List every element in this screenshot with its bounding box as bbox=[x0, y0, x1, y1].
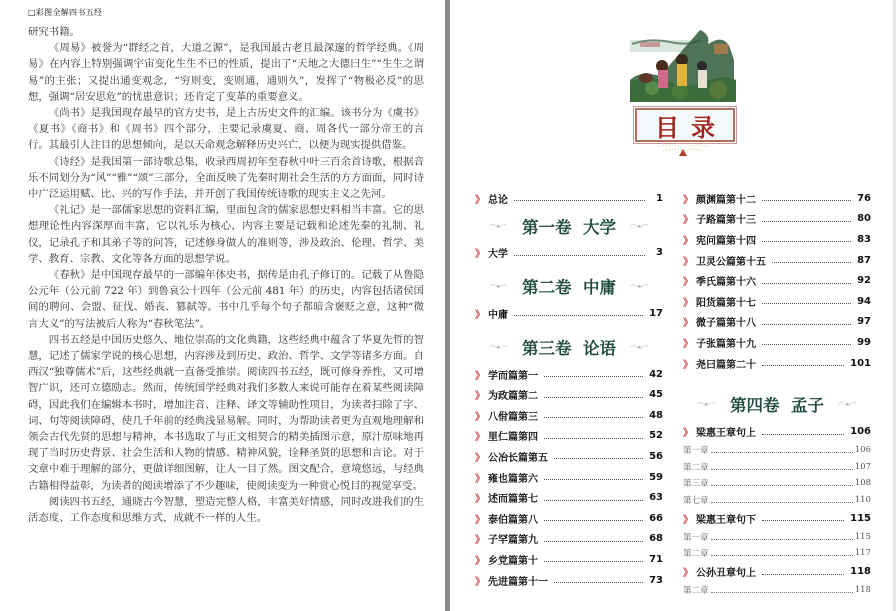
dot-leader bbox=[711, 538, 853, 540]
scroll-ornament-icon bbox=[489, 343, 508, 351]
chapter-label: 第二章 bbox=[683, 586, 709, 597]
toc-section[interactable] bbox=[683, 508, 871, 529]
chevron-right-icon: 》 bbox=[475, 411, 485, 423]
toc-page-number: 87 bbox=[857, 254, 871, 266]
chevron-right-icon: 》 bbox=[683, 235, 693, 247]
toc-entry-label: 子罕篇第九 bbox=[488, 535, 538, 547]
toc-page-number: 52 bbox=[649, 430, 663, 442]
toc-page-number: 73 bbox=[649, 574, 663, 586]
toc-page-number: 66 bbox=[649, 512, 663, 524]
toc-entry-label: 泰伯篇第八 bbox=[488, 514, 538, 526]
dot-leader bbox=[711, 451, 853, 453]
scroll-ornament-icon bbox=[697, 400, 716, 408]
running-head: □彩图全解四书五经 bbox=[28, 8, 103, 17]
toc-entry-label: 里仁篇第四 bbox=[488, 432, 538, 444]
chapter-page: 117 bbox=[854, 548, 871, 559]
scroll-ornament-icon bbox=[838, 400, 857, 408]
chevron-right-icon: 》 bbox=[683, 256, 693, 268]
toc-title-box bbox=[635, 108, 735, 142]
dot-leader bbox=[711, 484, 853, 486]
toc-entry-label: 为政篇第二 bbox=[488, 391, 538, 403]
toc-page-number: 48 bbox=[649, 409, 663, 421]
toc-page-number: 17 bbox=[649, 307, 663, 319]
chapter-label: 第三章 bbox=[683, 479, 709, 490]
toc-entry[interactable] bbox=[475, 426, 663, 447]
dot-leader bbox=[762, 519, 844, 521]
toc-entry-label: 学而篇第一 bbox=[488, 370, 538, 382]
toc-entry[interactable] bbox=[475, 364, 663, 385]
paragraph: 《周易》被誉为“群经之首，大道之源”，是我国最古老且最深邃的哲学经典。《周易》在内容上特别强调宇宙变化生生不已的性质，提出了“天地之大德曰生”“生生之谓易”的主张；又提出通变观念，“穷则变，变则通，通则久”，发挥了“物极必反”的思想，强调“居安思危”的忧患意识；还肯定了变革的重要意义。 bbox=[28, 42, 424, 103]
toc-column-right bbox=[683, 188, 871, 599]
chevron-right-icon: 》 bbox=[683, 428, 693, 440]
toc-entry[interactable] bbox=[683, 188, 871, 209]
chevron-right-icon: 》 bbox=[475, 432, 485, 444]
toc-entry[interactable] bbox=[475, 243, 663, 264]
toc-chapter[interactable] bbox=[683, 529, 871, 546]
toc-page-number: 106 bbox=[850, 426, 871, 438]
toc-entry-label: 八佾篇第三 bbox=[488, 411, 538, 423]
toc-chapter[interactable] bbox=[683, 582, 871, 599]
chapter-page: 108 bbox=[854, 478, 871, 489]
dot-leader bbox=[711, 468, 853, 470]
chevron-right-icon: 》 bbox=[683, 297, 693, 309]
volume-title: 第二卷 中庸 bbox=[522, 278, 616, 298]
dot-leader bbox=[544, 540, 643, 542]
toc-entry[interactable] bbox=[475, 508, 663, 529]
volume-title: 第三卷 论语 bbox=[522, 338, 616, 358]
chevron-right-icon: 》 bbox=[475, 309, 485, 321]
dot-leader bbox=[544, 416, 643, 418]
toc-entry[interactable] bbox=[475, 529, 663, 550]
chevron-right-icon: 》 bbox=[475, 473, 485, 485]
scroll-ornament-icon bbox=[489, 222, 508, 230]
toc-entry[interactable] bbox=[475, 405, 663, 426]
chapter-page: 115 bbox=[854, 531, 871, 542]
toc-page-number: 56 bbox=[649, 450, 663, 462]
toc-page-number: 45 bbox=[649, 389, 663, 401]
toc-chapter[interactable] bbox=[683, 442, 871, 459]
toc-entry[interactable] bbox=[683, 291, 871, 312]
dot-leader bbox=[762, 282, 851, 284]
chevron-right-icon: 》 bbox=[475, 370, 485, 382]
scroll-ornament-icon bbox=[630, 222, 649, 230]
toc-title: 目录 bbox=[655, 113, 727, 142]
dot-leader bbox=[514, 199, 645, 201]
chevron-right-icon: 》 bbox=[475, 494, 485, 506]
chapter-page: 118 bbox=[854, 585, 871, 596]
dot-leader bbox=[711, 554, 853, 556]
toc-page-number: 94 bbox=[857, 295, 871, 307]
toc-entry[interactable] bbox=[683, 209, 871, 230]
toc-page-number: 115 bbox=[850, 512, 871, 524]
dot-leader bbox=[544, 519, 643, 521]
chevron-right-icon: 》 bbox=[475, 391, 485, 403]
dot-leader bbox=[762, 573, 844, 575]
toc-entry[interactable] bbox=[683, 332, 871, 353]
dot-leader bbox=[544, 375, 643, 377]
toc-entry-label: 雍也篇第六 bbox=[488, 473, 538, 485]
toc-page-number: 1 bbox=[656, 192, 663, 204]
chevron-right-icon: 》 bbox=[683, 194, 693, 206]
volume-title: 第四卷 孟子 bbox=[730, 396, 824, 416]
chevron-right-icon: 》 bbox=[683, 215, 693, 227]
chevron-right-icon: 》 bbox=[475, 249, 485, 261]
chapter-page: 106 bbox=[854, 445, 871, 456]
dot-leader bbox=[762, 302, 851, 304]
toc-page-number: 99 bbox=[857, 336, 871, 348]
chapter-label: 第七章 bbox=[683, 495, 709, 506]
chevron-right-icon: 》 bbox=[683, 514, 693, 526]
toc-entry[interactable] bbox=[475, 487, 663, 508]
toc-entry[interactable] bbox=[475, 549, 663, 570]
toc-chapter[interactable] bbox=[683, 491, 871, 508]
toc-entry-label: 微子篇第十八 bbox=[696, 318, 756, 330]
toc-entry-label: 子路篇第十三 bbox=[696, 215, 756, 227]
dot-leader bbox=[762, 343, 851, 345]
toc-page-number: 42 bbox=[649, 368, 663, 380]
dot-leader bbox=[544, 396, 643, 398]
toc-chapter[interactable] bbox=[683, 545, 871, 562]
toc-entry-label: 颜渊篇第十二 bbox=[696, 194, 756, 206]
scroll-ornament-icon bbox=[630, 343, 649, 351]
toc-entry[interactable] bbox=[683, 312, 871, 333]
dot-leader bbox=[762, 433, 844, 435]
toc-entry[interactable] bbox=[475, 446, 663, 467]
scroll-ornament-icon bbox=[489, 282, 508, 290]
chevron-right-icon: 》 bbox=[683, 318, 693, 330]
dot-leader bbox=[554, 457, 643, 459]
toc-entry[interactable] bbox=[475, 570, 663, 591]
paragraph: 《诗经》是我国第一部诗歌总集，收录西周初年至春秋中叶三百余首诗歌，根据音乐不同划分为“风”“雅”“颂”三部分，全面反映了先秦时期社会生活的方方面面，同时诗中广泛运用赋、比、兴的写作手法，并开创了我国传统诗歌的现实主义之先河。 bbox=[28, 155, 424, 201]
paragraph: 《礼记》是一部儒家思想的资料汇编，里面包含的儒家思想史料相当丰富。它的思想理论性内容深厚而丰富，它以礼乐为核心，内容主要是记载和论述先秦的礼制、礼仪，记录孔子和其弟子等的问答，记述修身做人的准则等，涉及政治、伦理、哲学、美学、教育、宗教、文化等各方面的思想学说。 bbox=[28, 204, 424, 265]
chevron-right-icon: 》 bbox=[683, 568, 693, 580]
toc-page-number: 92 bbox=[857, 275, 871, 287]
dot-leader bbox=[544, 437, 643, 439]
dot-leader bbox=[772, 261, 851, 263]
toc-page-number: 3 bbox=[656, 247, 663, 259]
illustration-figures-landscape bbox=[630, 30, 736, 102]
body-text bbox=[28, 24, 424, 526]
toc-entry-label: 公冶长篇第五 bbox=[488, 452, 548, 464]
dot-leader bbox=[711, 591, 853, 593]
chapter-label: 第一章 bbox=[683, 532, 709, 543]
toc-page-number: 101 bbox=[850, 357, 871, 369]
chapter-label: 第二章 bbox=[683, 462, 709, 473]
dot-leader bbox=[762, 323, 851, 325]
paragraph: 阅读四书五经，通晓古今智慧，塑造完整人格，丰富美好情感，同时改进我们的生活态度、工作态度和思维方式，成就不一样的人生。 bbox=[28, 495, 424, 525]
toc-entry-label: 先进篇第十一 bbox=[488, 576, 548, 588]
toc-chapter[interactable] bbox=[683, 458, 871, 475]
dot-leader bbox=[554, 581, 643, 583]
toc-entry[interactable] bbox=[475, 467, 663, 488]
toc-entry-label: 公孙丑章句上 bbox=[696, 568, 756, 580]
toc-entry[interactable] bbox=[475, 384, 663, 405]
scroll-ornament-icon bbox=[630, 282, 649, 290]
chevron-right-icon: 》 bbox=[475, 535, 485, 547]
volume-heading-4 bbox=[683, 387, 871, 421]
toc-column-left bbox=[475, 188, 663, 590]
volume-heading-1 bbox=[475, 209, 663, 243]
toc-entry-label: 乡党篇第十 bbox=[488, 555, 538, 567]
chevron-right-icon: 》 bbox=[475, 194, 485, 206]
paragraph: 《春秋》是中国现存最早的一部编年体史书，据传是由孔子修订的。记载了从鲁隐公元年（公元前 722 年）到鲁哀公十四年（公元前 481 年）的历史，内容包括诸侯国间的聘问、会盟、征伐、婚丧、篡弑等。书中几乎每个句子都暗含褒贬之意，这种“微言大义”的写法被后人称为“春秋笔法”。 bbox=[28, 269, 424, 330]
toc-entry-label: 大学 bbox=[488, 249, 508, 261]
paragraph: 研究书籍。 bbox=[28, 26, 80, 38]
toc-entry[interactable] bbox=[683, 270, 871, 291]
floral-ornament-icon bbox=[655, 143, 711, 157]
toc-chapter[interactable] bbox=[683, 475, 871, 492]
toc-entry-label: 季氏篇第十六 bbox=[696, 277, 756, 289]
volume-title: 第一卷 大学 bbox=[522, 217, 616, 237]
toc-page-number: 71 bbox=[649, 553, 663, 565]
toc-entry-label: 梁惠王章句上 bbox=[696, 428, 756, 440]
dot-leader bbox=[762, 220, 851, 222]
chapter-label: 第一章 bbox=[683, 446, 709, 457]
dot-leader bbox=[544, 499, 643, 501]
toc-page-number: 83 bbox=[857, 233, 871, 245]
dot-leader bbox=[762, 364, 844, 366]
chevron-right-icon: 》 bbox=[475, 555, 485, 567]
toc-entry-label: 卫灵公篇第十五 bbox=[696, 256, 766, 268]
dot-leader bbox=[762, 199, 851, 201]
paragraph: 《尚书》是我国现存最早的官方史书，是上古历史文件的汇编。该书分为《虞书》《夏书》《商书》和《周书》四个部分，主要记录虞夏、商、周各代一部分帝王的言行。其最引人注目的思想倾向，是以天命观念解释历史兴亡，以便为现实提供借鉴。 bbox=[28, 107, 424, 152]
chapter-page: 110 bbox=[854, 494, 871, 505]
chevron-right-icon: 》 bbox=[683, 277, 693, 289]
toc-entry[interactable] bbox=[683, 353, 871, 374]
volume-heading-2 bbox=[475, 269, 663, 303]
toc-page-number: 68 bbox=[649, 533, 663, 545]
chevron-right-icon: 》 bbox=[475, 576, 485, 588]
toc-page-number: 63 bbox=[649, 492, 663, 504]
dot-leader bbox=[514, 314, 643, 316]
toc-entry-label: 梁惠王章句下 bbox=[696, 514, 756, 526]
toc-entry-label: 总论 bbox=[488, 194, 508, 206]
volume-heading-3 bbox=[475, 330, 663, 364]
toc-page-number: 80 bbox=[857, 213, 871, 225]
dot-leader bbox=[514, 254, 645, 256]
chevron-right-icon: 》 bbox=[683, 338, 693, 350]
dot-leader bbox=[544, 478, 643, 480]
toc-page-number: 97 bbox=[857, 316, 871, 328]
toc-entry[interactable] bbox=[475, 303, 663, 324]
toc-page-number: 118 bbox=[850, 566, 871, 578]
toc-entry-label: 述而篇第七 bbox=[488, 494, 538, 506]
chevron-right-icon: 》 bbox=[475, 514, 485, 526]
paragraph: 四书五经是中国历史悠久、地位崇高的文化典籍，这些经典中蕴含了华夏先哲的智慧，记述了儒家学说的核心思想，内容涉及到历史、政治、哲学、文学等诸多方面。自西汉“独尊儒术”后，这些经典就一直备受推崇。阅读四书五经，既可修身养性，又可增智广识，还可立德励志。然而，传统国学经典对我们多数人来说可能存在着某些阅读障碍，因此我们在编辑本书时，增加注音、注释、译文等辅助性项目，为读者扫除了字、词、句等阅读障碍，使几千年前的经典浅显易解。同时，为帮助读者更为直观地理解和领会古代先贤的思想与精神，本书选取了与正文相契合的精美插图示意，原汁原味地再现了当时历史背景、社会生活和人物的情感、精神风貌，诠释圣贤的思想和言论。对于文章中难于理解的部分，更做详细图解，让人一目了然。图文配合，意境悠远，与经典古籍相得益彰，为读者的阅读增添了不少趣味，使阅读变为一种赏心悦目的视觉享受。 bbox=[28, 333, 424, 492]
toc-section[interactable] bbox=[683, 562, 871, 583]
left-page bbox=[0, 0, 445, 611]
toc-entry[interactable] bbox=[683, 250, 871, 271]
toc-section[interactable] bbox=[683, 421, 871, 442]
chapter-label: 第二章 bbox=[683, 549, 709, 560]
toc-entry-label: 阳货篇第十七 bbox=[696, 297, 756, 309]
chevron-right-icon: 》 bbox=[683, 359, 693, 371]
dot-leader bbox=[762, 240, 851, 242]
toc-entry-label: 子张篇第十九 bbox=[696, 338, 756, 350]
chevron-right-icon: 》 bbox=[475, 452, 485, 464]
toc-entry-label: 中庸 bbox=[488, 309, 508, 321]
toc-entry-intro[interactable] bbox=[475, 188, 663, 209]
toc-page-number: 59 bbox=[649, 471, 663, 483]
dot-leader bbox=[711, 501, 853, 503]
toc-entry-label: 尧曰篇第二十 bbox=[696, 359, 756, 371]
toc-page-number: 76 bbox=[857, 192, 871, 204]
toc-entry[interactable] bbox=[683, 229, 871, 250]
chapter-page: 107 bbox=[854, 461, 871, 472]
dot-leader bbox=[544, 560, 643, 562]
toc-entry-label: 宪问篇第十四 bbox=[696, 235, 756, 247]
